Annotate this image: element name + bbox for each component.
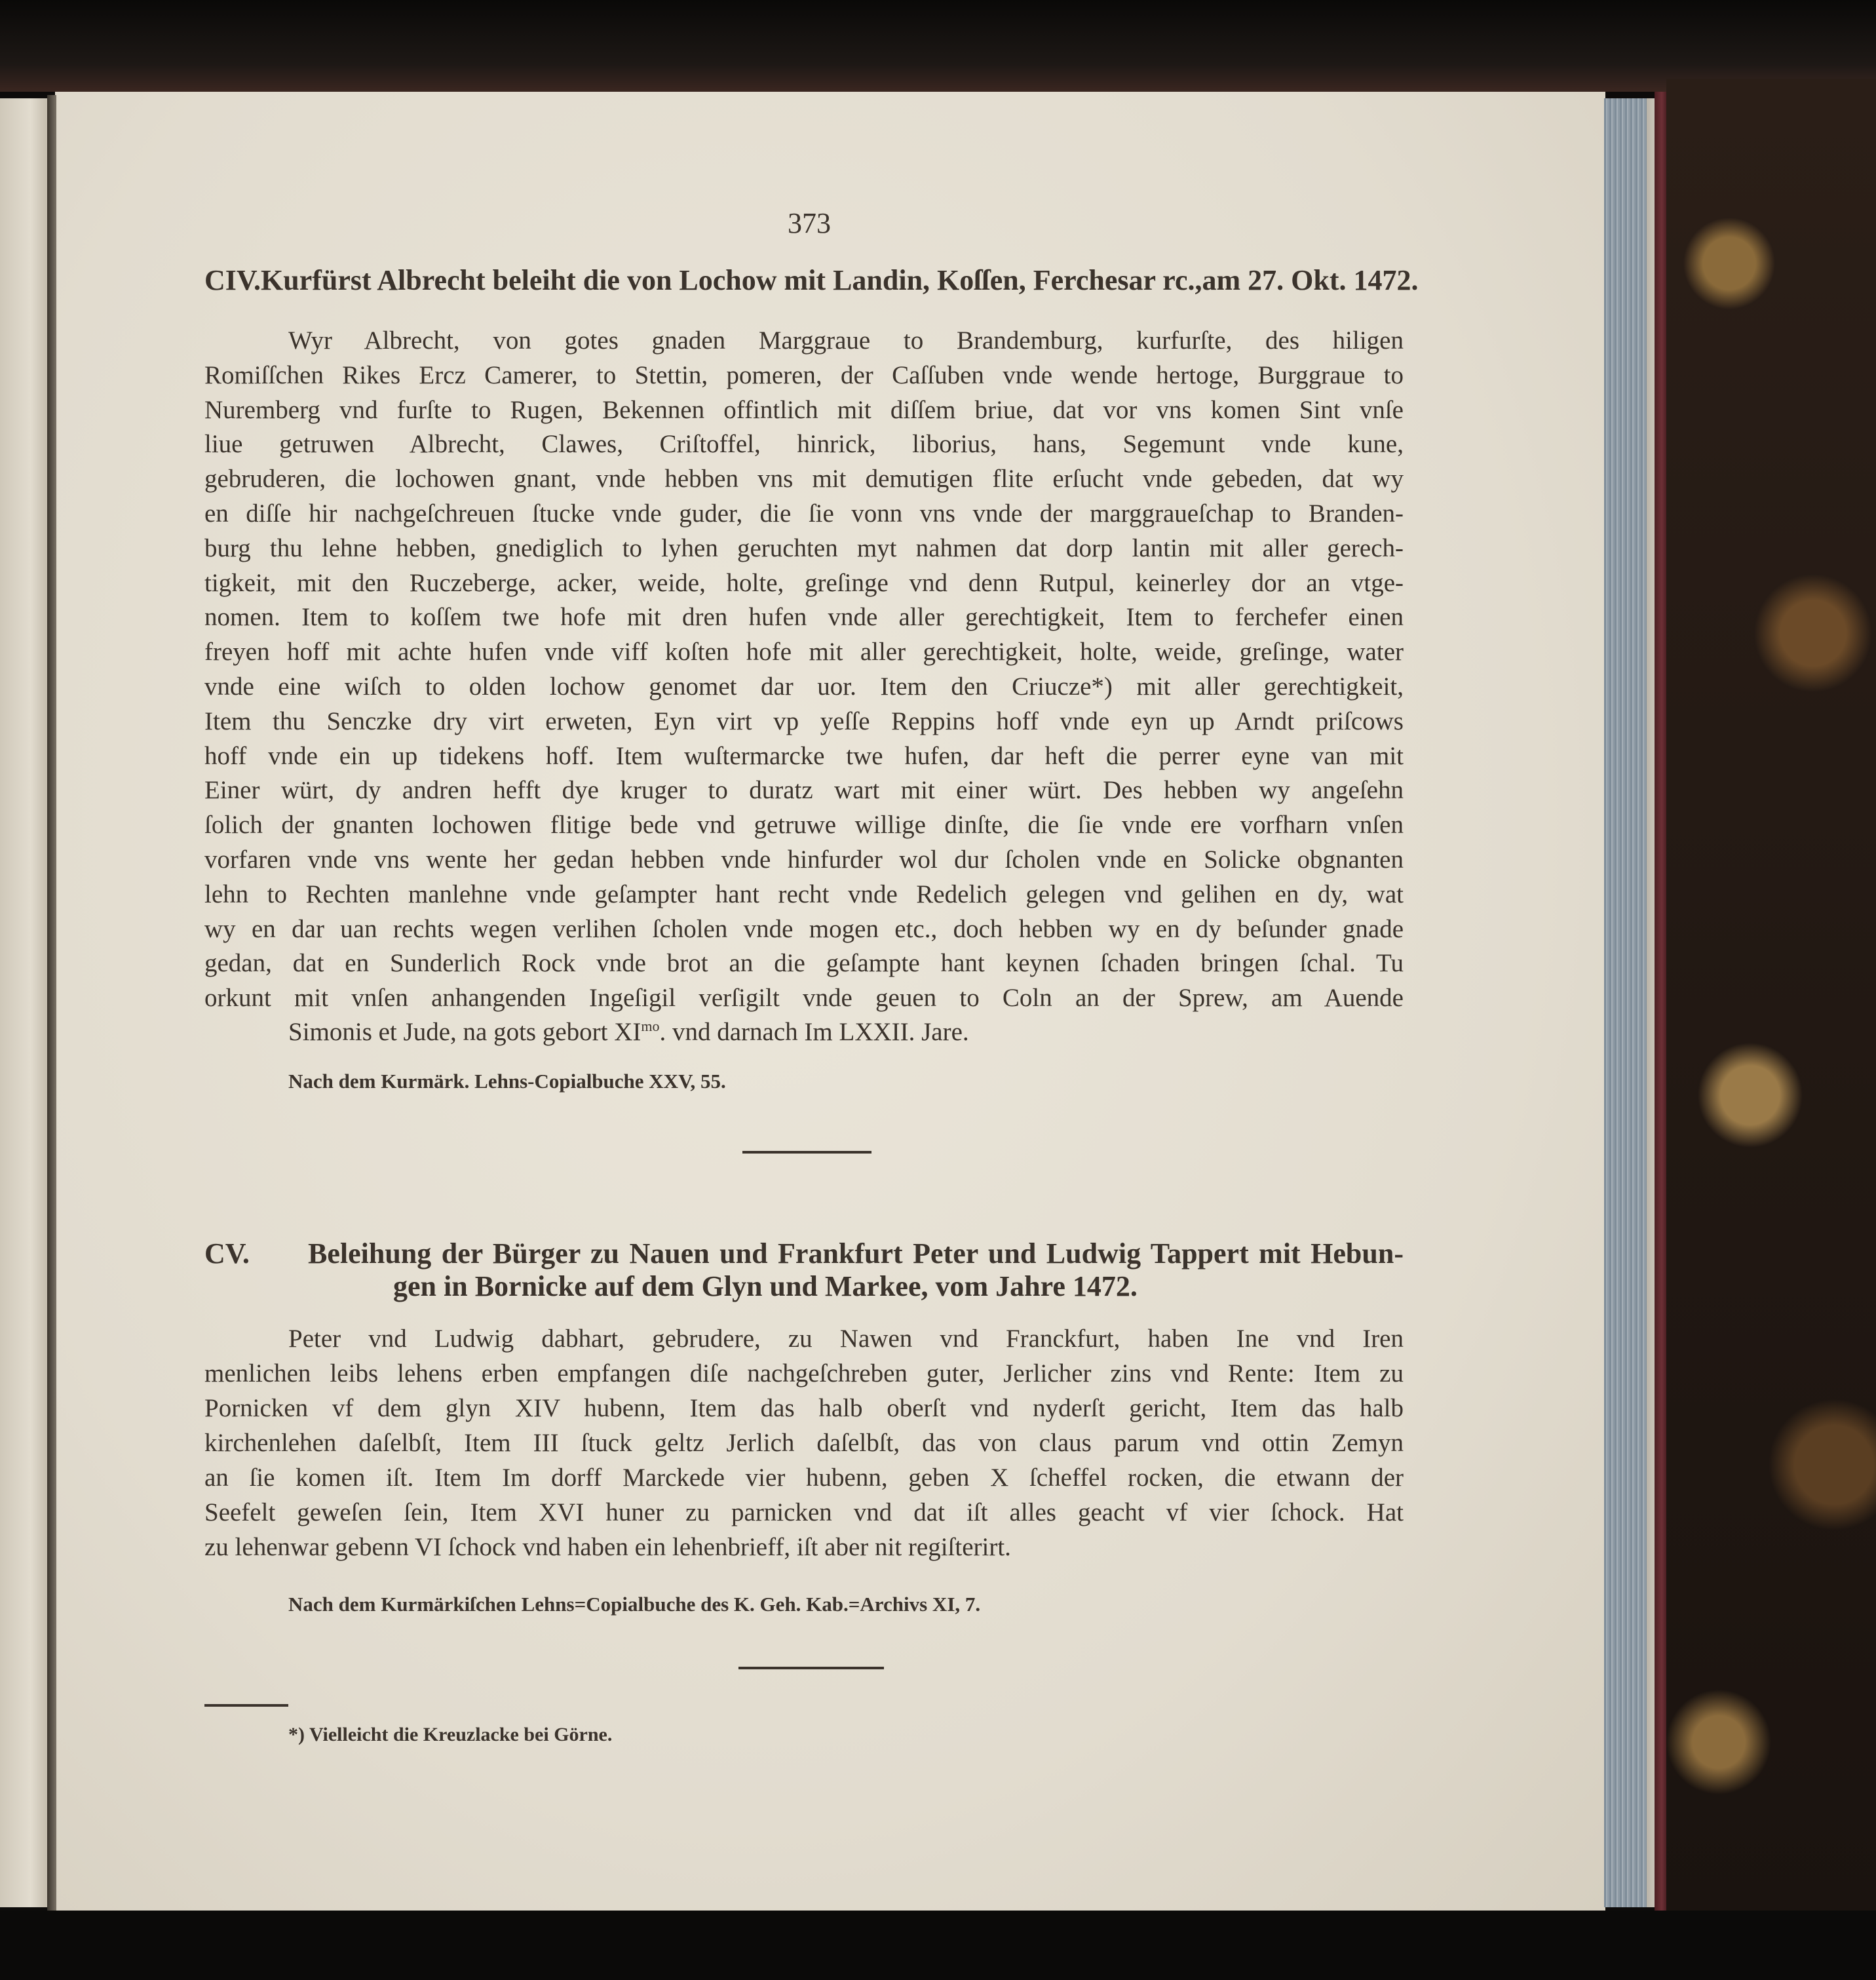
section-civ-number: CIV. (204, 264, 261, 296)
text-line: hoff vnde ein up tidekens hoff. Item wuſtermarcke twe hufen, dar heft die perrer eyne van mit (204, 741, 1404, 770)
left-page-edge (0, 98, 51, 1907)
text-line: menlichen leibs lehens erben empfangen diſe nachgeſchreben guter, Jerlicher zins vnd Rente: Item zu (204, 1359, 1404, 1388)
text-line: Wyr Albrecht, von gotes gnaden Marggraue to Brandemburg, kurfurſte, des hiligen (288, 326, 1404, 355)
text-line: zu lehenwar gebenn VI ſchock vnd haben ein lehenbrieff, iſt aber nit regiſterirt. (204, 1533, 1011, 1561)
text-line: Einer würt, dy andren hefft dye kruger to duratz wart mit einer würt. Des hebben wy angeſehn (204, 776, 1404, 805)
text-line-main: Simonis et Jude, na gots gebort XI (288, 1018, 641, 1046)
footnote-rule (204, 1704, 288, 1707)
section-cv-title-line2: gen in Bornicke auf dem Glyn und Markee, vom Jahre 1472. (393, 1270, 1138, 1302)
text-line: Seefelt geweſen ſein, Item XVI huner zu parnicken vnd dat iſt alles geacht vf vier ſchock. Hat (204, 1498, 1404, 1526)
section-divider (742, 1151, 871, 1154)
superscript: mo (641, 1018, 660, 1034)
text-line: tigkeit, mit den Ruczeberge, acker, weide, holte, greſinge vnd denn Rutpul, keinerley dor an vtge- (204, 568, 1404, 597)
text-line: Romiſſchen Rikes Ercz Camerer, to Stettin, pomeren, der Caſſuben vnde wende hertoge, Burggraue to (204, 360, 1404, 389)
marbled-cover (1666, 79, 1876, 1927)
section-cv-source: Nach dem Kurmärkiſchen Lehns=Copialbuche des K. Geh. Kab.=Archivs XI, 7. (288, 1593, 981, 1616)
text-line: vnde eine wiſch to olden lochow genomet dar uor. Item den Criucze*) mit aller gerechtigkeit, (204, 672, 1404, 701)
text-line: orkunt mit vnſen anhangenden Ingeſigil verſigilt vnde geuen to Coln an der Sprew, am Auende (204, 984, 1404, 1013)
section-civ-date: am 27. Okt. 1472. (1202, 264, 1419, 296)
text-line: ſolich der gnanten lochowen flitige bede vnd getruwe willige dinſte, die ſie vnde ere vorfharn vnſen (204, 811, 1404, 840)
text-line: lehn to Rechten manlehne vnde geſampter hant recht vnde Redelich gelegen vnd gelihen en dy, wat (204, 880, 1404, 908)
section-cv-number: CV. (204, 1237, 250, 1270)
text-line: vorfaren vnde vns wente her gedan hebben vnde hinfurder wol dur ſcholen vnde en Solicke obgnanten (204, 845, 1404, 874)
page-number: 373 (788, 207, 831, 239)
section-civ-heading (204, 263, 1419, 297)
text-line: burg thu lehne hebben, gnediglich to lyhen geruchten myt nahmen dat dorp lantin mit aller gerech- (204, 534, 1404, 562)
text-line: Nuremberg vnd furſte to Rugen, Bekennen offintlich mit diſſem briue, dat vor vns komen Sint vnſe (204, 395, 1404, 424)
text-line: Item thu Senczke dry virt erweten, Eyn virt vp yeſſe Reppins hoff vnde eyn up Arndt priſcows (204, 707, 1404, 735)
text-line-tail: . vnd darnach Im LXXII. Jare. (659, 1018, 969, 1046)
section-cv-title-line1: Beleihung der Bürger zu Nauen und Frankfurt Peter und Ludwig Tappert mit Hebun- (308, 1237, 1404, 1270)
book-cover-top (0, 0, 1876, 92)
text-line: freyen hoff mit achte hufen vnde viff koſten hofe mit aller gerechtigkeit, holte, weide, greſinge, water (204, 638, 1404, 667)
text-line: kirchenlehen daſelbſt, Item III ſtuck geltz Jerlich daſelbſt, das von claus parum vnd ottin Zemyn (204, 1429, 1404, 1457)
text-line: wy en dar uan rechts wegen verlihen ſcholen vnde mogen etc., doch hebben wy en dy beſunder gnade (204, 914, 1404, 943)
footnote: *) Vielleicht die Kreuzlacke bei Görne. (288, 1724, 613, 1745)
section-civ-source: Nach dem Kurmärk. Lehns-Copialbuche XXV, 55. (288, 1070, 726, 1093)
text-line: nomen. Item to koſſem twe hofe mit dren hufen vnde aller gerechtigkeit, Item to ferchefer einen (204, 603, 1404, 632)
text-line: Pornicken vf dem glyn XIV hubenn, Item das halb oberſt vnd nyderſt gericht, Item das halb (204, 1394, 1404, 1422)
background-bottom (0, 1911, 1876, 1980)
section-divider (738, 1667, 884, 1669)
text-line: liue getruwen Albrecht, Clawes, Criſtoffel, hinrick, liborius, hans, Segemunt vnde kune, (204, 430, 1404, 459)
text-line: en diſſe hir nachgeſchreuen ſtucke vnde guder, die ſie vonn vns vnde der marggraueſchap to Branden- (204, 499, 1404, 528)
text-line: gedan, dat en Sunderlich Rock vnde brot an die geſampte hant keynen ſchaden bringen ſchal. Tu (204, 949, 1404, 978)
text-line (288, 1017, 1404, 1047)
text-line: Peter vnd Ludwig dabhart, gebrudere, zu Nawen vnd Franckfurt, haben Ine vnd Iren (288, 1325, 1404, 1353)
book-gutter (47, 95, 56, 1911)
text-line: an ſie komen iſt. Item Im dorff Marckede vier hubenn, geben X ſcheffel rocken, die etwann der (204, 1464, 1404, 1492)
section-civ-title: Kurfürst Albrecht beleiht die von Lochow mit Landin, Koſſen, Ferchesar rc., (261, 264, 1202, 296)
text-line: gebruderen, die lochowen gnant, vnde hebben vns mit demutigen flite erſucht vnde gebeden, dat wy (204, 465, 1404, 494)
